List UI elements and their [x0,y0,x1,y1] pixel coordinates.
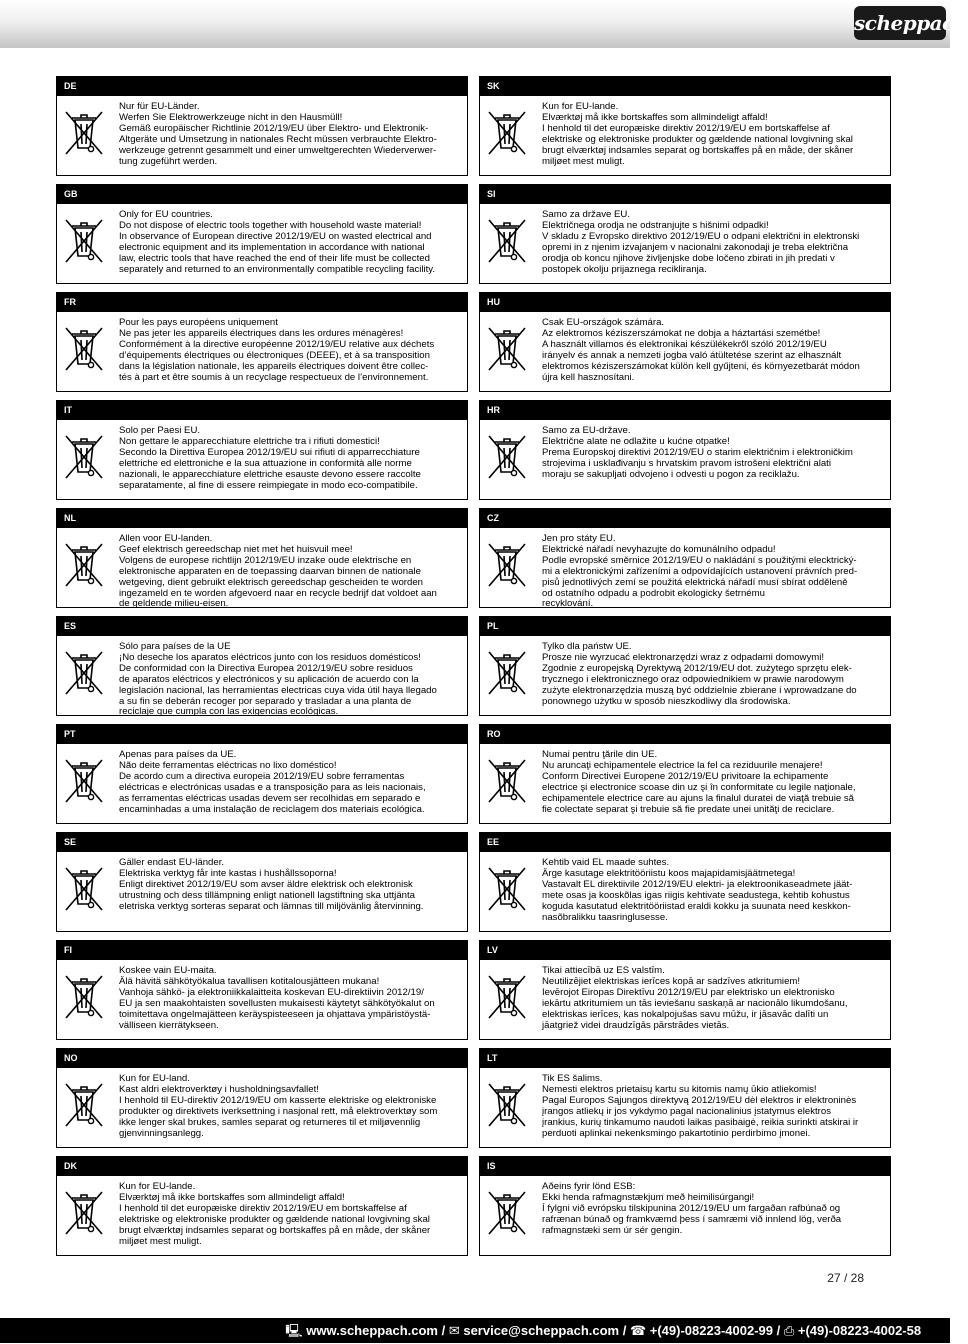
section-text [542,426,884,481]
crossed-bin-icon [486,107,528,159]
text-line: Samo za države EU. [542,209,630,220]
text-line: Ekki henda rafmagnstækjum með heimilisúrgangi! [542,1191,755,1203]
text-line: tung zugeführt werden. [119,155,218,167]
section-header: PT [56,724,468,744]
disposal-section-is [479,1156,891,1256]
text-line: Apenas para países da UE. [119,749,237,760]
text-line: Neutilizējiet elektriskas ierīces kopā ar sadzīves atkritumiem! [542,975,801,987]
text-line: I henhold til EU-direktiv 2012/19/EU om kasserte elektriske og elektroniske [119,1094,437,1106]
text-line: Numai pentru ţările din UE. [542,749,658,760]
section-text [542,318,884,383]
section-text [119,1074,461,1139]
text-line: pisů jednotlivých zemí se použitá elektrická nářadí musí sbírat odděleně [542,576,848,588]
text-line: zużyte elektronarzędzia muszą być oddzielnie zbierane i wprowadzane do [542,684,857,696]
text-line: Conformément à la directive européenne 2012/19/EU relative aux déchets [119,338,435,350]
disposal-section-no [56,1048,468,1148]
disposal-section-es [56,616,468,716]
section-text [542,750,884,815]
text-line: Tylko dla państw UE. [542,641,632,652]
disposal-section-dk [56,1156,468,1256]
text-line: koguda kasutatud elektritööriistad eraldi kokku ja suunata need keskkon- [542,900,851,912]
text-line: välliseen kierrätykseen. [119,1019,219,1031]
disposal-section-fi [56,940,468,1040]
section-header: CZ [479,508,891,528]
text-line: De conformidad con la Directiva Europea 2012/19/EU sobre residuos [119,662,413,674]
text-line: strojevima i usklađivanju s hrvatskim pravom istrošeni električni alati [542,457,831,469]
section-text [119,966,461,1031]
text-line: eléctricas e electrónicas usadas e a transposição para as leis nacionais, [119,781,426,793]
section-header: SI [479,184,891,204]
text-line: Gemäß europäischer Richtlinie 2012/19/EU über Elektro- und Elektronik- [119,122,429,134]
text-line: nazionali, le apparecchiature elettriche esauste devono essere raccolte [119,468,421,480]
section-text [119,102,461,167]
text-line: a su fin se deberán recoger por separado y trasladar a una planta de [119,695,412,707]
section-header: NO [56,1048,468,1068]
text-line: Tikai attiecībā uz ES valstīm. [542,965,665,976]
text-line: Csak EU-országok számára. [542,317,665,328]
text-line: ¡No deseche los aparatos eléctricos junto con los residuos domésticos! [119,651,421,663]
footer-contact-bar [0,1318,950,1343]
phone-icon: ☎ [629,1323,650,1338]
text-line: Elektriska verktyg får inte kastas i hushållssoporna! [119,867,337,879]
text-line: Kast aldri elektroverktøy i husholdningsavfallet! [119,1083,319,1095]
text-line: brugt elværktøj indsamles separat og bortskaffes på en måde, der skåner [119,1224,431,1236]
disposal-section-fr [56,292,468,392]
text-line: reciclaje que cumpla con las exigencias ecológicas. [119,706,339,718]
text-line: Altgeräte und Umsetzung in nationales Recht müssen verbrauchte Elektro- [119,133,437,145]
disposal-section-ee [479,832,891,932]
crossed-bin-icon [486,323,528,375]
text-line: Allen voor EU-landen. [119,533,213,544]
text-line: EU ja sen maakohtaisten sovellusten mukaisesti käytetyt sähkötyökalut on [119,997,435,1009]
text-line: de geldende milieu-eisen. [119,598,229,610]
crossed-bin-icon [63,215,105,267]
page-number: 27 / 28 [827,1271,864,1285]
disposal-section-hu [479,292,891,392]
section-header: DK [56,1156,468,1176]
crossed-bin-icon [486,539,528,591]
section-text [119,1182,461,1247]
text-line: Ne pas jeter les appareils électriques dans les ordures ménagères! [119,327,404,339]
section-header: IS [479,1156,891,1176]
text-line: recyklování. [542,598,594,610]
section-header: EE [479,832,891,852]
text-line: Zgodnie z europejską Dyrektywą 2012/19/EU dot. zużytego sprzętu elek- [542,662,852,674]
crossed-bin-icon [486,1079,528,1131]
text-line: Ievērojot Eiropas Direktīvu 2012/19/EU par elektrisko un elektronisko [542,986,835,998]
text-line: Enligt direktivet 2012/19/EU som avser äldre elektrisk och elektronisk [119,878,413,890]
text-line: separatamente, al fine di essere reimpiegate in modo eco-compatibile. [119,479,418,491]
text-line: ikke lenger skal brukes, samles separat og returneres til et miljøvennlig [119,1116,421,1128]
footer-separator: / [619,1323,630,1338]
text-line: elektromos kéziszerszámokat külön kell gyűjteni, és környezetbarát módon [542,360,860,372]
section-header: HR [479,400,891,420]
text-line: Nu aruncaţi echipamentele electrice la fel ca reziduurile menajere! [542,759,823,771]
text-line: iekārtu atkritumiem un tās ieviešanu saskaņā ar nacionālo likumdošanu, [542,997,848,1009]
text-line: Električnega orodja ne odstranjujte s hišnimi odpadki! [542,219,769,231]
footer-separator: / [437,1323,449,1338]
disposal-section-lv [479,940,891,1040]
text-line: A használt villamos és elektronikai készülékekről szóló 2012/19/EU [542,338,827,350]
text-line: Secondo la Direttiva Europea 2012/19/EU sui rifiuti di apparrecchiature [119,446,420,458]
section-header: SE [56,832,468,852]
text-line: Električne alate ne odlažite u kućne otpatke! [542,435,730,447]
text-line: brugt elværktøj indsamles separat og bortskaffes på en måde, der skåner [542,144,854,156]
text-line: mete osas ja kooskõlas igas riigis kehtivate seadustega, kehtib kohustus [542,889,850,901]
text-line: Prema Europskoj direktivi 2012/19/EU o starim električnim i elektroničkim [542,446,853,458]
crossed-bin-icon [486,863,528,915]
text-line: moraju se sakupljati odvojeno i odvesti u pogon za reciklažu. [542,468,800,480]
text-line: I henhold til det europæiske direktiv 2012/19/EU em bortskaffelse af [542,122,830,134]
section-header: RO [479,724,891,744]
disposal-section-si [479,184,891,284]
text-line: Jen pro státy EU. [542,533,616,544]
text-line: perduoti aplinkai nekenksmingo pakartotinio perdirbimo įmonei. [542,1127,811,1139]
disposal-section-pl [479,616,891,716]
text-line: d’équipements électriques ou électroniques (DEEE), et à sa transposition [119,349,430,361]
text-line: Samo za EU-države. [542,425,631,436]
text-line: újra kell hasznosítani. [542,371,635,383]
section-text [119,858,461,913]
disposal-section-nl [56,508,468,608]
section-text [542,210,884,275]
text-line: echipamentele electrice care au ajuns la finalul duratei de viaţă trebuie să [542,792,854,804]
disposal-section-cz [479,508,891,608]
text-line: utrustning och dess tillämpning enligt nationell lagstiftning ska uttjänta [119,889,415,901]
section-header: HU [479,292,891,312]
crossed-bin-icon [63,323,105,375]
text-line: De acordo cum a directiva europeia 2012/19/EU sobre ferramentas [119,770,405,782]
text-line: ponownego użytku w sposób nieszkodliwy dla środowiska. [542,695,791,707]
disposal-section-hr [479,400,891,500]
text-line: gjenvinningsanlegg. [119,1127,204,1139]
text-line: miljøet mest muligt. [542,155,625,167]
text-line: electronic equipment and its implementation in accordance with national [119,241,425,253]
text-line: Elværktøj må ikke bortskaffes som allmindeligt affald! [542,111,768,123]
disposal-section-pt [56,724,468,824]
section-text [542,642,884,707]
text-line: elektriske og elektroniske produkter og gældende national lovgivning skal [542,133,853,145]
text-line: Pagal Europos Sąjungos direktyvą 2012/19/EU dėl elektros ir elektroninės [542,1094,857,1106]
crossed-bin-icon [63,1187,105,1239]
section-text [119,750,461,815]
section-header: LT [479,1048,891,1068]
crossed-bin-icon [486,1187,528,1239]
section-text [542,1182,884,1237]
text-line: Tik ES šalims. [542,1073,603,1084]
crossed-bin-icon [486,755,528,807]
email-link[interactable]: service@scheppach.com [463,1323,620,1338]
text-line: V skladu z Evropsko direktivo 2012/19/EU o odpani električni in elektronski [542,230,860,242]
text-line: Only for EU countries. [119,209,213,220]
mail-icon: ✉ [448,1323,464,1338]
crossed-bin-icon [63,647,105,699]
header-bar [0,0,968,48]
section-text [119,534,461,610]
section-header: SK [479,76,891,96]
fax-icon: ⎙ [783,1323,798,1338]
disposal-section-se [56,832,468,932]
disposal-section-it [56,400,468,500]
disposal-section-gb [56,184,468,284]
disposal-section-sk [479,76,891,176]
text-line: Vastavalt EL direktiivile 2012/19/EU elektri- ja elektroonikaseadmete jäät- [542,878,853,890]
text-line: Sólo para países de la UE [119,641,231,652]
section-header: FR [56,292,468,312]
text-line: produkter og direktivets iverksettning i nasjonal rett, må elektroverktøy som [119,1105,438,1117]
text-line: Vanhoja sähkö- ja elektroniikkalaitteita koskevan EU-direktiivin 2012/19/ [119,986,424,998]
text-line: dans la législation nationale, les appareils électriques doivent être collec- [119,360,429,372]
crossed-bin-icon [63,971,105,1023]
text-line: Solo per Paesi EU. [119,425,201,436]
section-text [542,534,884,610]
section-header: GB [56,184,468,204]
crossed-bin-icon [486,647,528,699]
section-text [542,102,884,167]
text-line: Kehtib vaid EL maade suhtes. [542,857,670,868]
section-header: PL [479,616,891,636]
text-line: įrangos atliekų ir jos vykdymo pagal nacionalinius įstatymus elektros [542,1105,832,1117]
text-line: Werfen Sie Elektrowerkzeuge nicht in den Hausmüll! [119,111,343,123]
text-line: jāatgriež videi draudzīgās pārstrādes vietās. [542,1019,730,1031]
text-line: legislación nacional, las herramientas electricas cuya vida útil haya llegado [119,684,437,696]
text-line: fie colectate separat şi trebuie să fie predate unei unităţi de reciclare. [542,803,835,815]
text-line: ingezameld en te worden afgevoerd naar en recycle bedrijf dat voldoet aan [119,587,437,599]
text-line: Aðeins fyrir lönd ESB: [542,1181,636,1192]
website-link[interactable]: www.scheppach.com [306,1323,438,1338]
section-text [119,642,461,718]
disposal-section-lt [479,1048,891,1148]
text-line: wetgeving, dient gebruikt elektrisch gereedschap gescheiden te worden [119,576,423,588]
footer-separator: / [773,1323,784,1338]
text-line: Az elektromos kéziszerszámokat ne dobja a háztartási szemétbe! [542,327,821,339]
crossed-bin-icon [63,431,105,483]
text-line: Í fylgni við evrópsku tilskipunina 2012/19/EU um fargaðan rafbúnað og [542,1202,841,1214]
section-text [119,426,461,491]
text-line: Non gettare le apparecchiature elettriche tra i rifiuti domestici! [119,435,380,447]
text-line: Gäller endast EU-länder. [119,857,225,868]
section-text [119,210,461,275]
text-line: trycznego i elektronicznego oraz odpowiednikiem w prawie narodowym [542,673,844,685]
text-line: Kun for EU-lande. [119,1181,196,1192]
text-line: postopek okolju prijaznega recikliranja. [542,263,707,275]
text-line: Não deite ferramentas eléctricas no lixo doméstico! [119,759,337,771]
text-line: I henhold til det europæiske direktiv 2012/19/EU em bortskaffelse af [119,1202,407,1214]
text-line: Podle evropské směrnice 2012/19/EU o nakládání s použitými elecktrický- [542,554,857,566]
text-line: Elektrické nářadí nevyhazujte do komunálního odpadu! [542,543,776,555]
text-line: Prosze nie wyrzucać elektronarzędzi wraz z odpadami domowymi! [542,651,825,663]
crossed-bin-icon [63,1079,105,1131]
text-line: elettriche ed elettroniche e la sua attuazione in conformità alle norme [119,457,412,469]
section-header: NL [56,508,468,528]
text-line: od ostatního odpadu a podrobit ekologicky šetrnému [542,587,765,599]
text-line: separately and returned to an environmentally compatible recycling facility. [119,263,436,275]
text-line: Do not dispose of electric tools together with household waste material! [119,219,422,231]
text-line: werkzeuge getrennt gesammelt und einer umweltgerechten Wiederverwer- [119,144,437,156]
section-header: DE [56,76,468,96]
text-line: elektronische apparaten en de toepassing daarvan binnen de nationale [119,565,421,577]
disposal-section-de [56,76,468,176]
text-line: Nemesti elektros prietaisų kartu su kitomis namų ūkio atliekomis! [542,1083,817,1095]
text-line: rafrænan búnað og framkvæmd þess í samræmi við innlend lög, verða [542,1213,842,1225]
text-line: Geef elektrisch gereedschap niet met het huisvuil mee! [119,543,353,555]
section-header: LV [479,940,891,960]
text-line: Ärge kasutage elektritööriistu koos majapidamisjäätmetega! [542,867,796,879]
section-header: ES [56,616,468,636]
text-line: de aparatos eléctricos y electrónicos y su aplicación de acuerdo con la [119,673,419,685]
section-text [542,858,884,923]
section-text [542,1074,884,1139]
text-line: Pour les pays européens uniquement [119,317,278,328]
text-line: law, electric tools that have reached the end of their life must be collected [119,252,430,264]
text-line: In observance of European directive 2012/19/EU on wasted electrical and [119,230,432,242]
text-line: elektriske og elektroniske produkter og gældende national lovgivning skal [119,1213,430,1225]
footer-spacer [921,1323,950,1338]
crossed-bin-icon [63,539,105,591]
text-line: rafmagnstæki sem úr sér gengin. [542,1224,683,1236]
text-line: tés à part et être soumis à un recyclage respectueux de l’environnement. [119,371,429,383]
scheppach-logo: scheppach [854,6,946,40]
crossed-bin-icon [63,863,105,915]
section-text [119,318,461,383]
text-line: encaminhadas a uma instalação de reciclagem dos materiais ecológica. [119,803,425,815]
crossed-bin-icon [63,107,105,159]
text-line: Volgens de europese richtlijn 2012/19/EU inzake oude elektrische en [119,554,412,566]
text-line: Älä hävitä sähkötyökalua tavallisen kotitalousjätteen mukana! [119,975,380,987]
phone-number: +(49)-08223-4002-99 [649,1323,773,1338]
text-line: įrankius, kurių tinkamumo naudoti laikas pasibaigė, reikia surinkti atskirai ir [542,1116,859,1128]
text-line: orodja ob koncu njihove življenjske dobe ločeno zbirati in jih predati v [542,252,835,264]
text-line: eletriska verktyg sorteras separat och lämnas till miljövänlig återvinning. [119,900,424,912]
section-text [542,966,884,1031]
text-line: elektriskas ierīces, kas nokalpojušas savu mūžu, ir jāsavāc dalīti un [542,1008,829,1020]
text-line: miljøet mest muligt. [119,1235,202,1247]
text-line: as ferramentas eléctricas usadas devem ser recolhidas em separado e [119,792,421,804]
text-line: Conform Directivei Europene 2012/19/EU privitoare la echipamente [542,770,829,782]
disposal-section-ro [479,724,891,824]
crossed-bin-icon [486,215,528,267]
text-line: Kun for EU-land. [119,1073,190,1084]
section-header: FI [56,940,468,960]
text-line: toimitettava ongelmajätteen keräyspisteeseen ja ohjattava ympäristöystä- [119,1008,431,1020]
fax-number: +(49)-08223-4002-58 [797,1323,922,1338]
text-line: Kun for EU-lande. [542,101,619,112]
computer-icon: 🖳︎ [285,1323,307,1338]
text-line: Nur für EU-Länder. [119,101,200,112]
text-line: electrice şi electronice scoase din uz şi în conformitate cu legile naţionale, [542,781,856,793]
text-line: mi a elektronickými zařízeními a odpovídajících ustanovení právních pred- [542,565,858,577]
text-line: nasõbralikku taasringlusesse. [542,911,668,923]
section-header: IT [56,400,468,420]
text-line: Koskee vain EU-maita. [119,965,217,976]
text-line: irányelv és annak a nemzeti jogba való átültetése szerint az elhasznált [542,349,842,361]
text-line: Elværktøj må ikke bortskaffes som allmindeligt affald! [119,1191,345,1203]
crossed-bin-icon [486,971,528,1023]
crossed-bin-icon [63,755,105,807]
crossed-bin-icon [486,431,528,483]
text-line: opremi in z njenim izvajanjem v nacionalni zakonodaji je treba električna [542,241,849,253]
